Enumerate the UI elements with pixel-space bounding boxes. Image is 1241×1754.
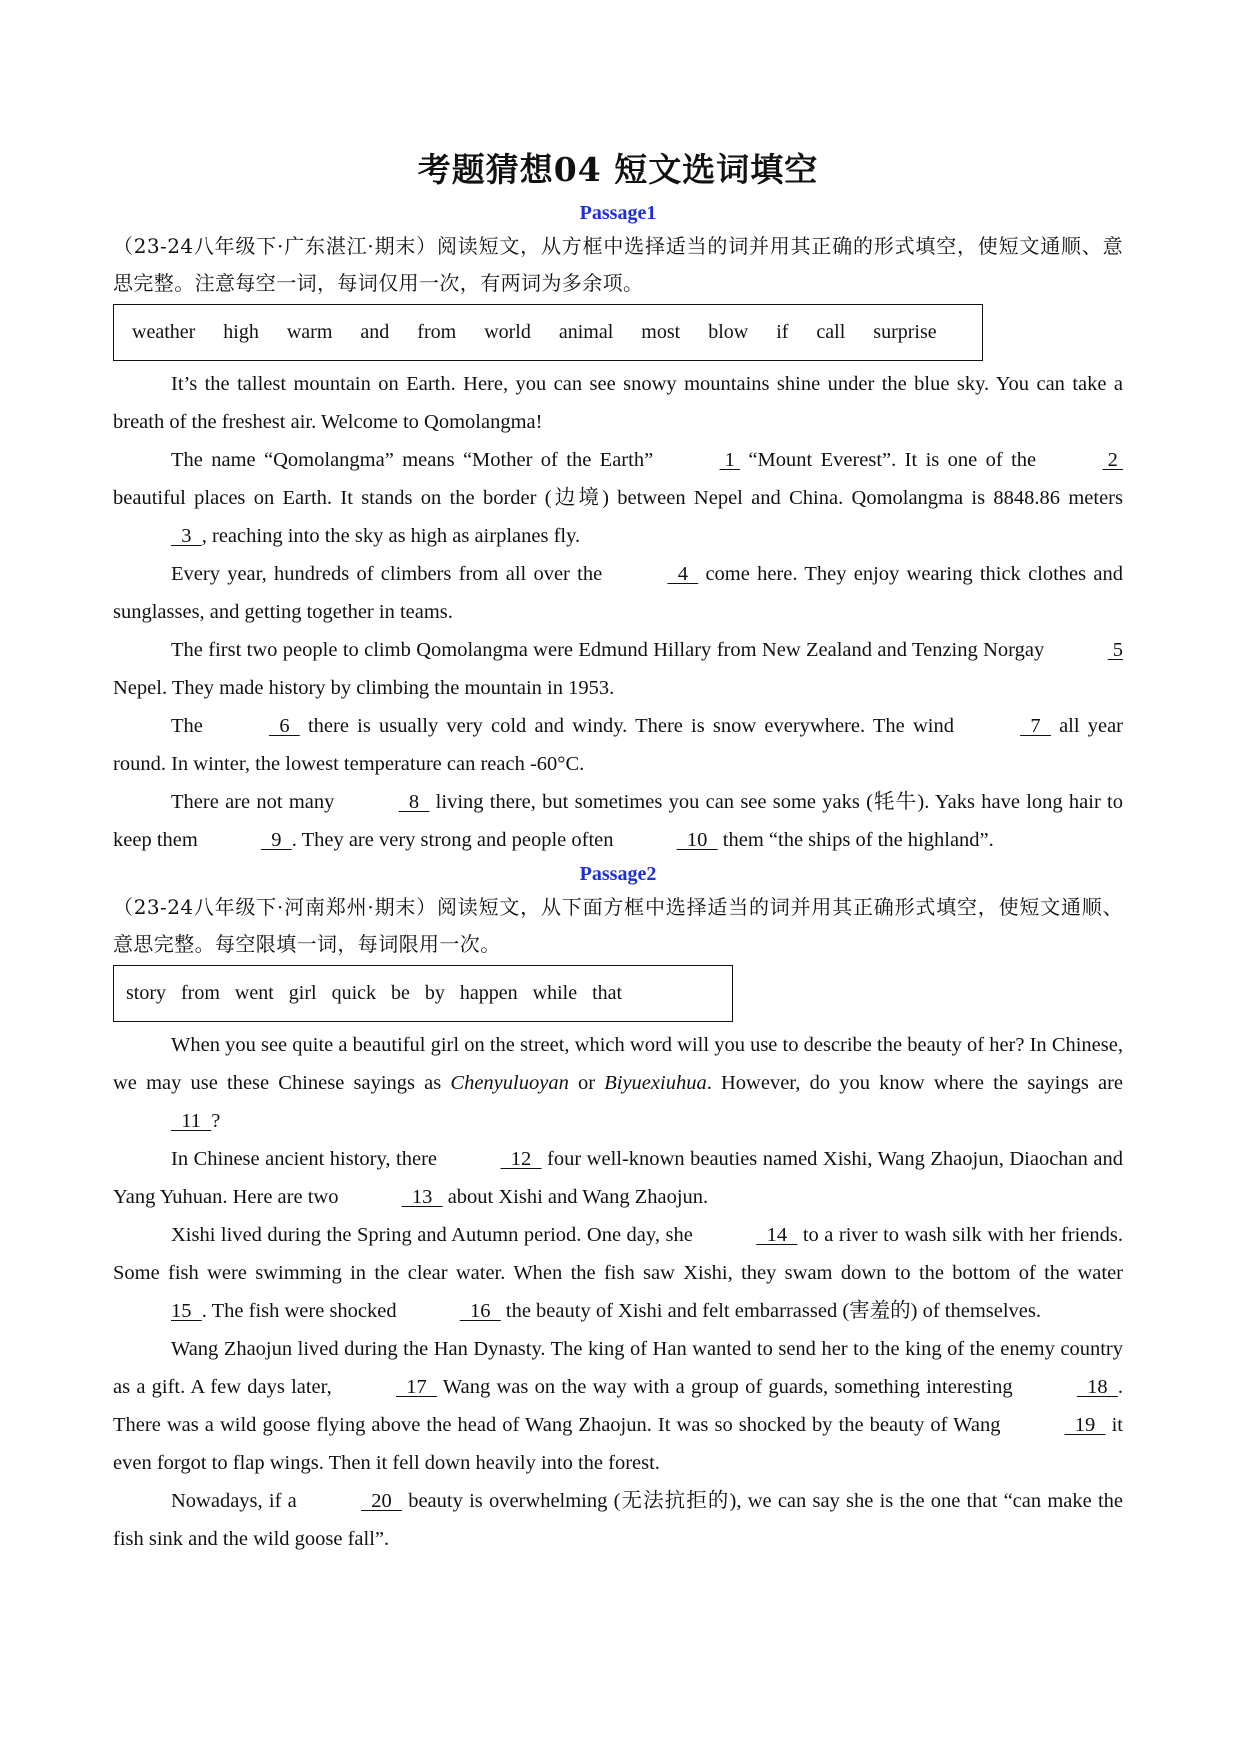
blank-13[interactable]: 13 (401, 1186, 443, 1208)
text-run: Nowadays, if a (171, 1490, 303, 1512)
text-run: “Mount Everest”. It is one of the (740, 449, 1045, 471)
text-run: Wang Zhaojun lived during the Han Dynasty. The king of Han wanted to send her to the king of the enemy country as a gift. A few days later, (113, 1338, 1123, 1398)
passage-2-heading: Passage2 (579, 863, 657, 885)
text-run: living there, but sometimes you can see some yaks (牦牛). Yaks have long hair to keep them (113, 791, 1124, 851)
passage-2-instruction: （23-24八年级下·河南郑州·期末）阅读短文，从下面方框中选择适当的词并用其正确形式填空，使短文通顺、意思完整。每空限填一词，每词限用一次。 (113, 895, 1123, 956)
text-run: Every year, hundreds of climbers from all over the (171, 563, 610, 585)
passage-1 (113, 198, 1123, 859)
text-run: there is usually very cold and windy. There is snow everywhere. The wind (299, 715, 963, 737)
blank-11[interactable]: 11 (171, 1110, 212, 1132)
passage-2-word-box (113, 965, 733, 1022)
blank-7[interactable]: 7 (1020, 715, 1051, 737)
text-run: about Xishi and Wang Zhaojun. (442, 1186, 709, 1208)
text-run: . The fish were shocked (201, 1300, 402, 1322)
blank-20[interactable]: 20 (360, 1490, 402, 1512)
passage-2-paragraph-5 (113, 1482, 1123, 1558)
italic-saying: Chenyuluoyan (450, 1072, 569, 1094)
word-box-item: weather (132, 321, 196, 343)
blank-10[interactable]: 10 (676, 829, 718, 851)
word-box-item: most (641, 321, 681, 343)
blank-3[interactable]: 3 (171, 525, 202, 547)
blank-17[interactable]: 17 (396, 1376, 438, 1398)
blank-18[interactable]: 18 (1076, 1376, 1118, 1398)
word-box-item: happen (459, 982, 518, 1004)
text-run: The first two people to climb Qomolangma were Edmund Hillary from New Zealand and Tenzing Norgay (171, 639, 1050, 661)
text-run: to a river to wash silk with her friends. Some fish were swimming in the clear water. When the fish saw Xishi, they swam down to the bottom of the water (113, 1224, 1124, 1284)
word-box-item: quick (331, 982, 376, 1004)
passage-1-instruction: （23-24八年级下·广东湛江·期末）阅读短文，从方框中选择适当的词并用其正确的形式填空，使短文通顺、意思完整。注意每空一词，每词仅用一次，有两词为多余项。 (113, 234, 1123, 295)
text-run: Wang was on the way with a group of guards, something interesting (437, 1376, 1019, 1398)
text-run: all year round. In winter, the lowest temperature can reach -60°C. (113, 715, 1124, 775)
word-box-item: world (484, 321, 531, 343)
passage-1-heading: Passage1 (579, 202, 657, 224)
word-box-item: call (816, 321, 846, 343)
text-run: beautiful places on Earth. It stands on the border (边境) between Nepel and China. Qomolangma is 8848.86 meters (113, 487, 1123, 509)
word-box-item: surprise (873, 321, 937, 343)
blank-14[interactable]: 14 (756, 1224, 798, 1246)
word-box-item: and (360, 321, 390, 343)
word-box-item: that (592, 982, 623, 1004)
passage-2-paragraph-4 (113, 1330, 1123, 1482)
text-run: four well-known beauties named Xishi, Wang Zhaojun, Diaochan and Yang Yuhuan. Here are two (113, 1148, 1123, 1208)
word-box-item: from (417, 321, 457, 343)
blank-8[interactable]: 8 (398, 791, 430, 813)
passage-1-paragraph-5 (113, 707, 1123, 783)
word-box-item: by (424, 982, 445, 1004)
blank-1[interactable]: 1 (719, 449, 741, 471)
text-run: come here. They enjoy wearing thick clothes and sunglasses, and getting together in teams. (113, 563, 1123, 623)
text-run: The (171, 715, 212, 737)
word-box-item: while (532, 982, 578, 1004)
text-run: the beauty of Xishi and felt embarrassed (害羞的) of themselves. (500, 1300, 1042, 1322)
word-box-item: warm (286, 321, 333, 343)
blank-6[interactable]: 6 (269, 715, 300, 737)
blank-19[interactable]: 19 (1064, 1414, 1106, 1436)
italic-saying: Biyuexiuhua (604, 1072, 707, 1094)
word-box-item: be (391, 982, 410, 1004)
page-title: 考题猜想04 短文选词填空 (417, 150, 819, 189)
passage-1-paragraph-4 (113, 631, 1123, 707)
passage-1-paragraph-6 (113, 783, 1123, 859)
passage-2-paragraph-2 (113, 1140, 1123, 1216)
blank-5[interactable]: 5 (1107, 639, 1123, 661)
passage-1-paragraph-2 (113, 441, 1123, 555)
text-run: , reaching into the sky as high as airplanes fly. (201, 525, 581, 547)
passage-2-paragraph-1 (113, 1026, 1123, 1140)
blank-2[interactable]: 2 (1102, 449, 1123, 471)
text-run: beauty is overwhelming (无法抗拒的), we can say she is the one that “can make the fish sink and the wild goose fall”. (113, 1490, 1124, 1550)
word-box-item: if (776, 321, 789, 343)
text-run: . They are very strong and people often (291, 829, 619, 851)
text-run: ? (211, 1110, 221, 1132)
text-run: or (568, 1072, 605, 1094)
text-run: The name “Qomolangma” means “Mother of the Earth” (171, 449, 662, 471)
text-run: When you see quite a beautiful girl on the street, which word will you use to describe the beauty of her? In Chinese, we may use these Chinese sayings as (113, 1034, 1123, 1094)
text-run: . However, do you know where the sayings are (706, 1072, 1124, 1094)
passage-2 (113, 859, 1123, 1558)
text-run: There are not many (171, 791, 341, 813)
word-box-item: animal (558, 321, 614, 343)
passage-1-word-box (113, 304, 983, 361)
word-box-item: went (234, 982, 274, 1004)
text-run: . There was a wild goose flying above the head of Wang Zhaojun. It was so shocked by the beauty of Wang (113, 1376, 1123, 1436)
passage-1-paragraph-3 (113, 555, 1123, 631)
passage-1-paragraph-1: It’s the tallest mountain on Earth. Here, you can see snowy mountains shine under the blue sky. You can take a breath of the freshest air. Welcome to Qomolangma! (113, 373, 1123, 433)
text-run: Nepel. They made history by climbing the mountain in 1953. (113, 677, 615, 699)
text-run: Xishi lived during the Spring and Autumn period. One day, she (171, 1224, 699, 1246)
text-run: them “the ships of the highland”. (717, 829, 994, 851)
blank-12[interactable]: 12 (500, 1148, 542, 1170)
blank-4[interactable]: 4 (667, 563, 699, 585)
text-run: In Chinese ancient history, there (171, 1148, 443, 1170)
word-box-item: story (126, 982, 166, 1004)
word-box-item: girl (288, 982, 317, 1004)
passage-2-paragraph-3 (113, 1216, 1123, 1330)
blank-15[interactable]: 15 (171, 1300, 202, 1322)
word-box-item: from (181, 982, 220, 1004)
word-box-item: high (223, 321, 259, 343)
blank-9[interactable]: 9 (260, 829, 292, 851)
text-run: it even forgot to flap wings. Then it fell down heavily into the forest. (113, 1414, 1123, 1474)
blank-16[interactable]: 16 (459, 1300, 501, 1322)
word-box-item: blow (708, 321, 749, 343)
